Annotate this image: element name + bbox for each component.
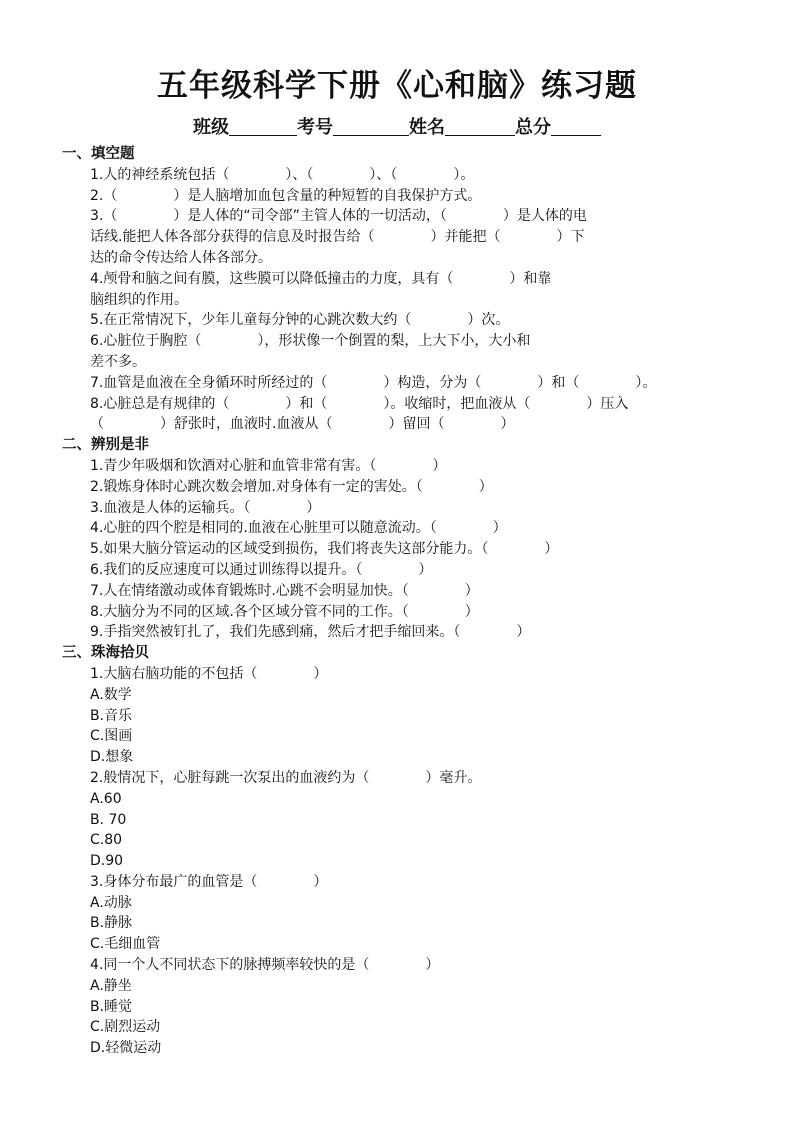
class-label: 班级 <box>193 117 229 138</box>
question-line: 2.（ ）是人脑增加血包含量的种短暂的自我保护方式。 <box>90 187 482 204</box>
question-continuation: 差不多。 <box>90 353 146 370</box>
answer-option: B.音乐 <box>90 707 133 724</box>
exam-no-blank <box>333 117 409 136</box>
question-continuation: 脑组织的作用。 <box>90 291 188 308</box>
question-line: 5.在正常情况下，少年儿童每分钟的心跳次数大约（ ）次。 <box>90 312 510 329</box>
question-line: 3.血液是人体的运输兵。（ ） <box>90 499 321 516</box>
score-blank <box>551 117 601 136</box>
answer-option: A.60 <box>90 790 122 807</box>
student-info-row <box>0 113 794 139</box>
answer-option: C.毛细血管 <box>90 936 161 953</box>
answer-option: B. 70 <box>90 811 127 828</box>
section-heading: 一、填空题 <box>62 146 135 162</box>
question-content <box>62 144 762 1059</box>
question-line: 6.心脏位于胸腔（ ），形状像一个倒置的梨，上大下小，大小和 <box>90 333 531 350</box>
question-line: 4.颅骨和脑之间有膜，这些膜可以降低撞击的力度，具有（ ）和靠 <box>90 270 552 287</box>
question-line: 3.身体分布最广的血管是（ ） <box>90 873 328 890</box>
answer-option: B.静脉 <box>90 915 133 932</box>
question-continuation: 达的命令传达给人体各部分。 <box>90 249 272 266</box>
question-line: 5.如果大脑分管运动的区域受到损伤，我们将丧失这部分能力。（ ） <box>90 541 559 558</box>
section-heading: 三、珠海拾贝 <box>62 645 149 662</box>
exam-no-label: 考号 <box>297 117 333 138</box>
question-line: 1.青少年吸烟和饮酒对心脏和血管非常有害。（ ） <box>90 457 447 474</box>
question-line: 3.（ ）是人体的“司令部”主管人体的一切活动，（ ）是人体的电 <box>90 208 587 225</box>
question-line: 2.般情况下，心脏每跳一次泵出的血液约为（ ）毫升。 <box>90 769 482 786</box>
question-line: 7.人在情绪激动或体育锻炼时.心跳不会明显加快。（ ） <box>90 582 479 599</box>
question-line: 4.心脏的四个腔是相同的.血液在心脏里可以随意流动。（ ） <box>90 520 507 537</box>
answer-option: C.图画 <box>90 728 133 745</box>
answer-option: D.轻微运动 <box>90 1040 162 1057</box>
answer-option: B.睡觉 <box>90 998 133 1015</box>
question-line: 8.心脏总是有规律的（ ）和（ ）。收缩时，把血液从（ ）压入 <box>90 395 629 412</box>
answer-option: A.静坐 <box>90 977 132 994</box>
answer-option: A.动脉 <box>90 894 132 911</box>
question-line: 8.大脑分为不同的区域.各个区域分管不同的工作。（ ） <box>90 603 479 620</box>
answer-option: C.剧烈运动 <box>90 1019 161 1036</box>
question-line: 1.大脑右脑功能的不包括（ ） <box>90 665 328 682</box>
page-title: 五年级科学下册《心和脑》练习题 <box>157 68 637 104</box>
answer-option: C.80 <box>90 832 123 849</box>
question-continuation: 话线.能把人体各部分获得的信息及时报告给（ ）并能把（ ）下 <box>90 229 585 246</box>
question-line: 2.锻炼身体时心跳次数会增加.对身体有一定的害处。（ ） <box>90 478 493 495</box>
class-blank <box>229 117 297 136</box>
question-line: 9.手指突然被钉扎了，我们先感到痛，然后才把手缩回来。（ ） <box>90 624 531 641</box>
section-heading: 二、辨别是非 <box>62 437 149 454</box>
question-line: 6.我们的反应速度可以通过训练得以提升。（ ） <box>90 561 433 578</box>
question-line: 1.人的神经系统包括（ ）、（ ）、（ ）。 <box>90 166 475 183</box>
name-label: 姓名 <box>409 117 445 138</box>
question-line: 4.同一个人不同状态下的脉搏频率较快的是（ ） <box>90 957 440 974</box>
question-continuation: （ ）舒张时，血液时.血液从（ ）留回（ ） <box>90 416 515 433</box>
question-line: 7.血管是血液在全身循环时所经过的（ ）构造，分为（ ）和（ ）。 <box>90 374 657 391</box>
answer-option: A.数学 <box>90 686 132 703</box>
name-blank <box>445 117 515 136</box>
answer-option: D.想象 <box>90 749 134 766</box>
score-label: 总分 <box>515 117 551 138</box>
answer-option: D.90 <box>90 853 124 870</box>
